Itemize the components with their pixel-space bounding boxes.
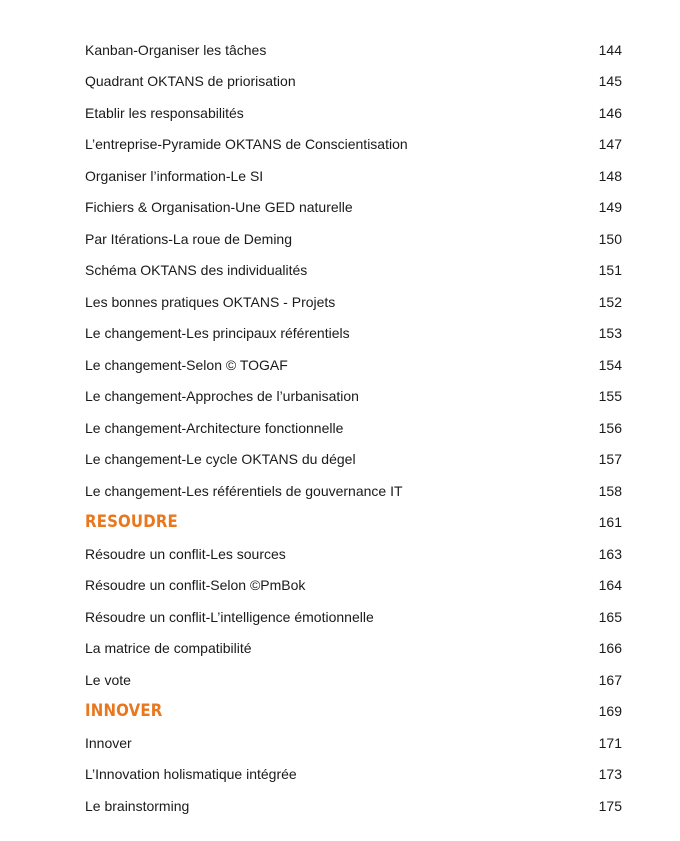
entry-title: Schéma OKTANS des individualités — [85, 262, 308, 279]
toc-entry — [0, 66, 680, 98]
page-number: 145 — [598, 73, 622, 90]
entry-title: Le changement-Approches de l’urbanisation — [85, 388, 359, 405]
page-number: 161 — [598, 514, 622, 531]
entry-title: La matrice de compatibilité — [85, 640, 252, 657]
entry-title: L’entreprise-Pyramide OKTANS de Conscientisation — [85, 136, 408, 153]
page-number: 164 — [598, 577, 622, 594]
page-number: 169 — [598, 703, 622, 720]
entry-title: Résoudre un conflit-Les sources — [85, 545, 286, 562]
toc-entry — [0, 129, 680, 161]
table-of-contents — [0, 34, 680, 822]
entry-title: Le changement-Selon © TOGAF — [85, 356, 288, 373]
page-number: 152 — [598, 293, 622, 310]
page-number: 158 — [598, 482, 622, 499]
entry-title: Le vote — [85, 671, 131, 688]
page-number: 146 — [598, 104, 622, 121]
entry-title: Le brainstorming — [85, 797, 190, 814]
toc-entry — [0, 664, 680, 696]
entry-title: Quadrant OKTANS de priorisation — [85, 73, 296, 90]
toc-entry — [0, 223, 680, 255]
page-number: 154 — [598, 356, 622, 373]
toc-entry — [0, 759, 680, 791]
page-number: 155 — [598, 388, 622, 405]
toc-entry — [0, 286, 680, 318]
page-number: 163 — [598, 545, 622, 562]
entry-title: L’Innovation holismatique intégrée — [85, 766, 297, 783]
toc-entry — [0, 538, 680, 570]
page-number: 150 — [598, 230, 622, 247]
page-number: 156 — [598, 419, 622, 436]
page-number: 157 — [598, 451, 622, 468]
page-number: 148 — [598, 167, 622, 184]
entry-title: Résoudre un conflit-Selon ©PmBok — [85, 577, 306, 594]
entry-title: Le changement-Architecture fonctionnelle — [85, 419, 344, 436]
toc-entry — [0, 601, 680, 633]
page-number: 149 — [598, 199, 622, 216]
toc-entry — [0, 570, 680, 602]
page-number: 167 — [598, 671, 622, 688]
toc-entry — [0, 318, 680, 350]
page-number: 165 — [598, 608, 622, 625]
toc-entry — [0, 192, 680, 224]
toc-entry — [0, 790, 680, 822]
toc-section-heading — [0, 696, 680, 728]
page-number: 173 — [598, 766, 622, 783]
toc-entry — [0, 160, 680, 192]
page-number: 144 — [598, 41, 622, 58]
entry-title: Innover — [85, 734, 132, 751]
page-number: 153 — [598, 325, 622, 342]
toc-entry — [0, 349, 680, 381]
toc-entry — [0, 255, 680, 287]
entry-title: Etablir les responsabilités — [85, 104, 244, 121]
toc-entry — [0, 381, 680, 413]
entry-title: Les bonnes pratiques OKTANS - Projets — [85, 293, 336, 310]
page-number: 171 — [598, 734, 622, 751]
entry-title: Kanban-Organiser les tâches — [85, 41, 267, 58]
toc-entry — [0, 34, 680, 66]
entry-title: Organiser l’information-Le SI — [85, 167, 264, 184]
entry-title: Le changement-Les référentiels de gouvernance IT — [85, 482, 403, 499]
page-number: 151 — [598, 262, 622, 279]
entry-title: Fichiers & Organisation-Une GED naturelle — [85, 199, 353, 216]
entry-title: Par Itérations-La roue de Deming — [85, 230, 292, 247]
toc-entry — [0, 475, 680, 507]
toc-entry — [0, 412, 680, 444]
page-number: 166 — [598, 640, 622, 657]
page-number: 175 — [598, 797, 622, 814]
toc-entry — [0, 444, 680, 476]
toc-section-heading — [0, 507, 680, 539]
toc-entry — [0, 633, 680, 665]
entry-title: Résoudre un conflit-L’intelligence émotionnelle — [85, 608, 374, 625]
section-title: INNOVER — [85, 701, 163, 722]
entry-title: Le changement-Les principaux référentiels — [85, 325, 350, 342]
toc-entry — [0, 97, 680, 129]
section-title: RESOUDRE — [85, 512, 178, 533]
entry-title: Le changement-Le cycle OKTANS du dégel — [85, 451, 356, 468]
page-number: 147 — [598, 136, 622, 153]
toc-entry — [0, 727, 680, 759]
